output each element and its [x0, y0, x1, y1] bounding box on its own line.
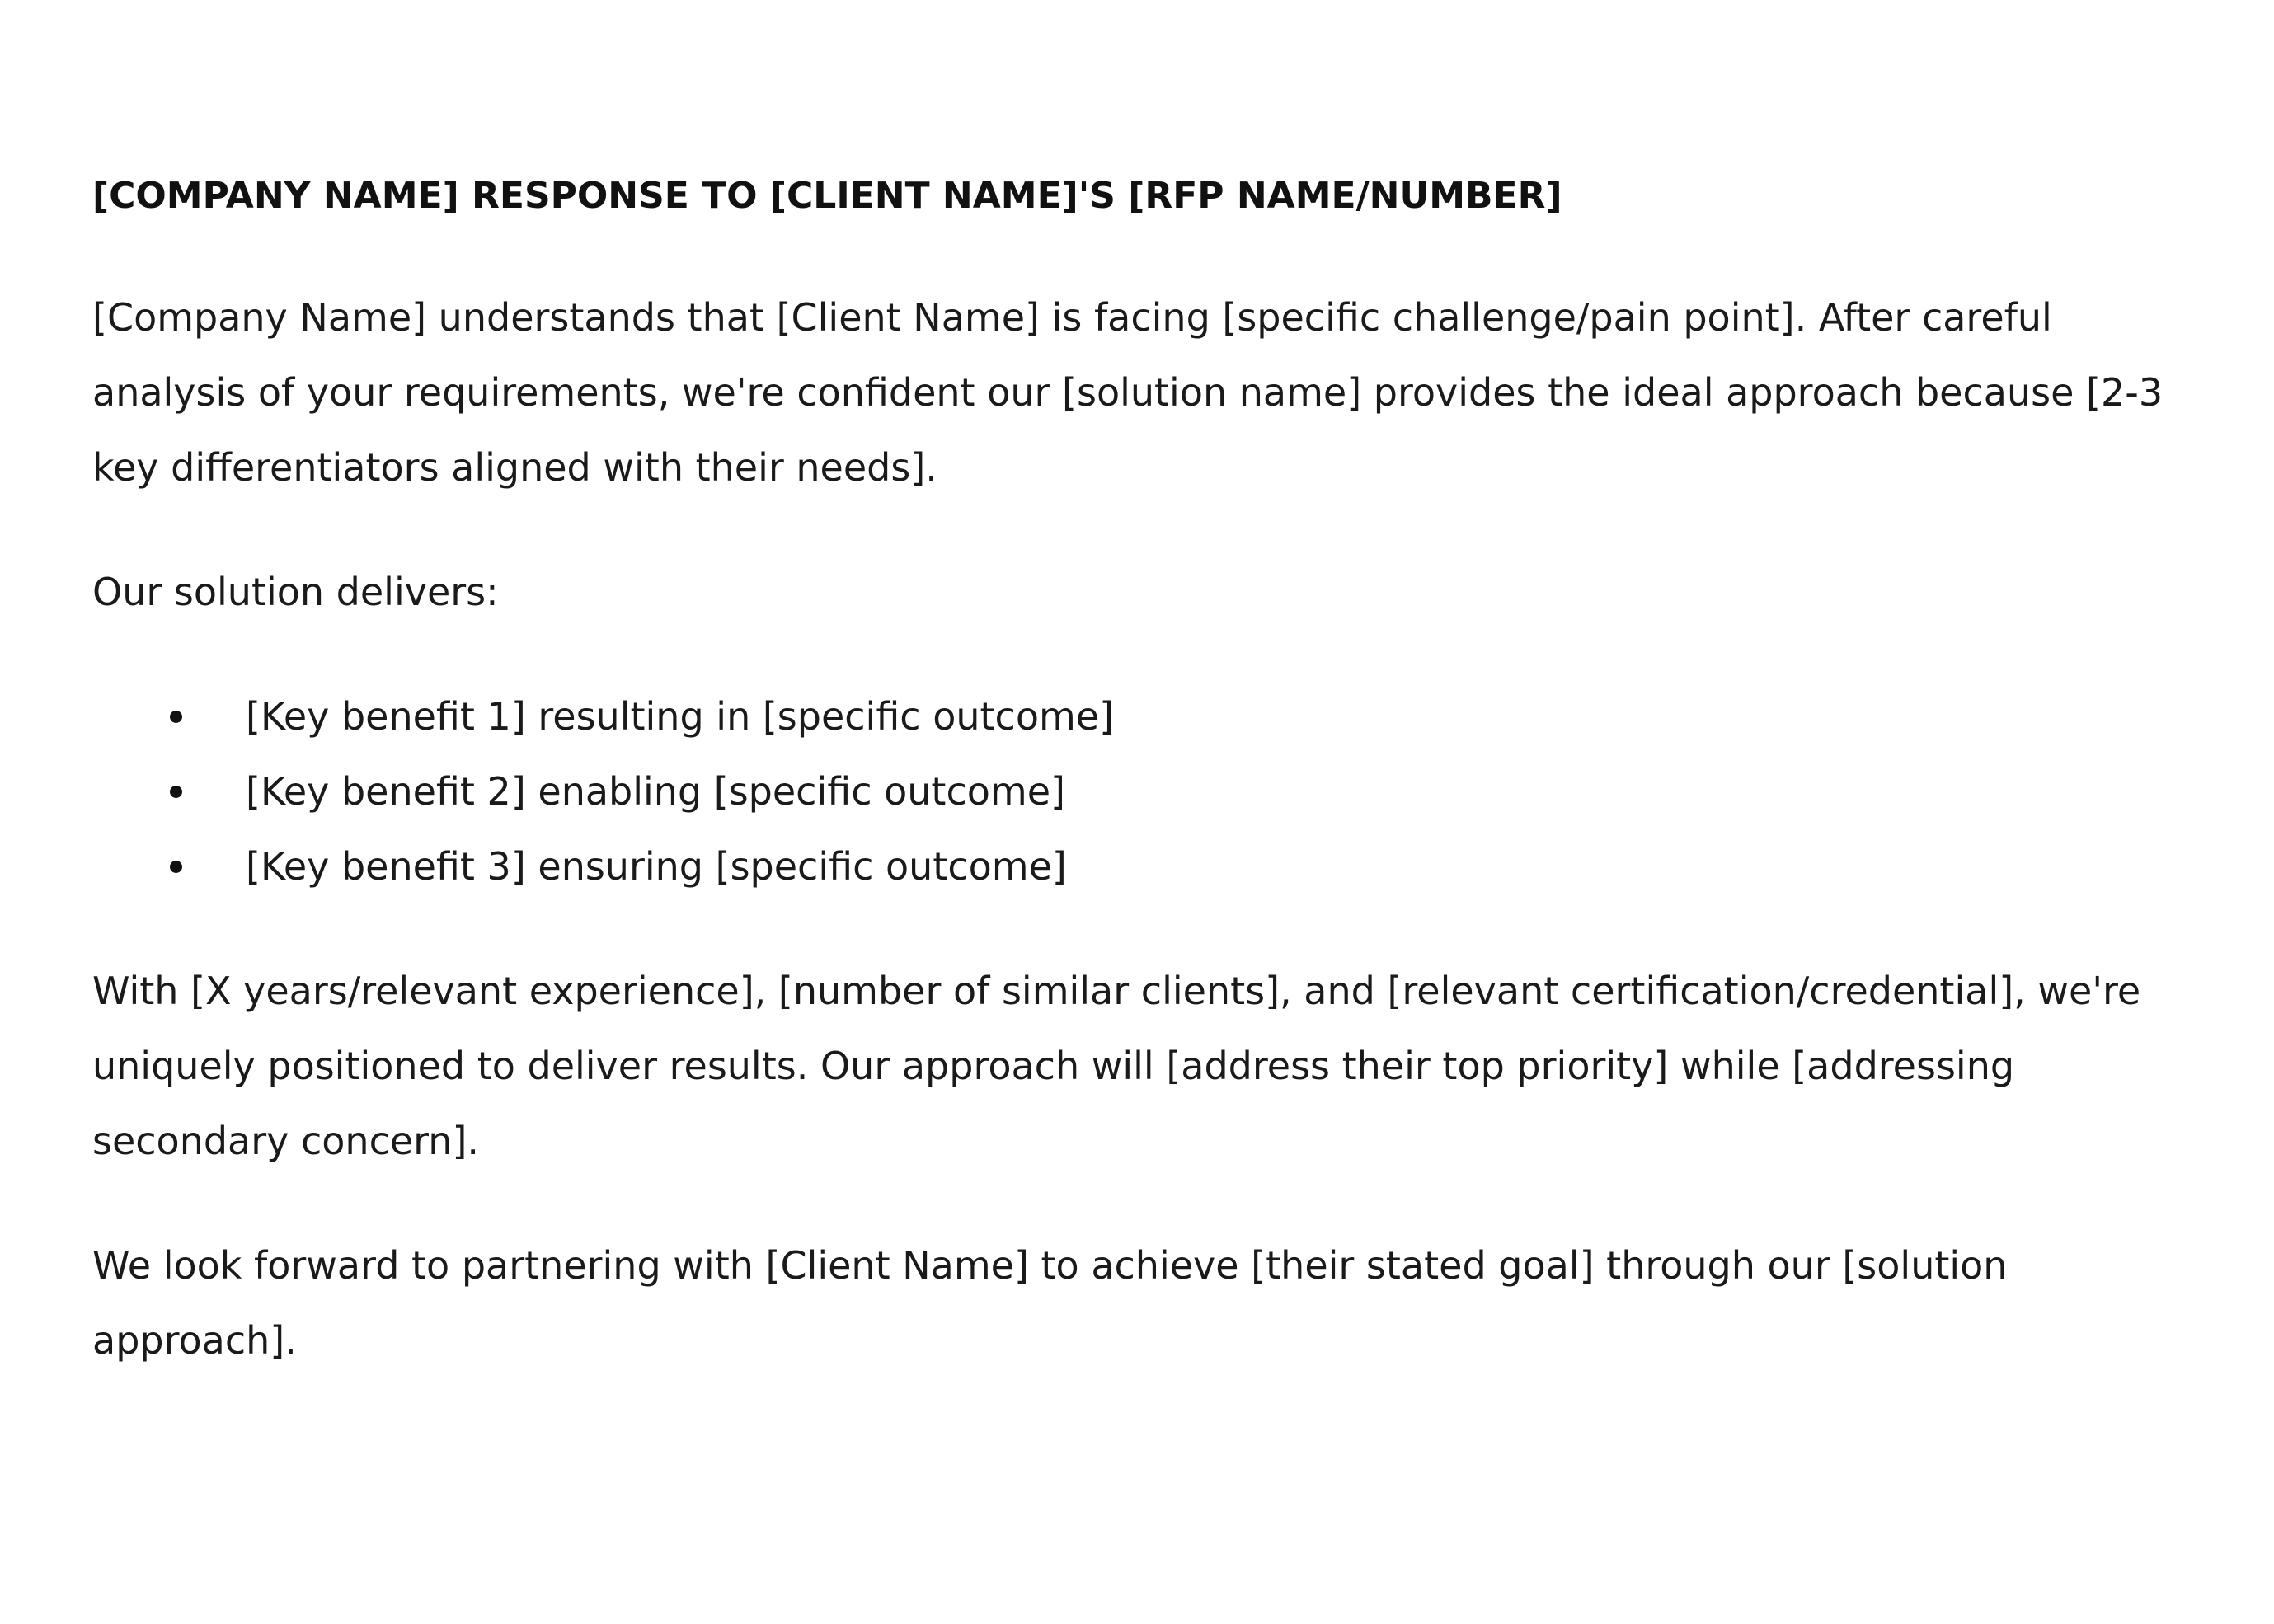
benefit-text: [Key benefit 3] ensuring [specific outcome]	[246, 844, 1067, 889]
benefit-text: [Key benefit 2] enabling [specific outcome]	[246, 769, 1065, 814]
closing-paragraph: We look forward to partnering with [Client Name] to achieve [their stated goal] through our [solution approach].	[92, 1243, 2008, 1363]
benefit-text: [Key benefit 1] resulting in [specific outcome]	[246, 694, 1115, 739]
document-page	[92, 170, 2203, 1378]
list-item	[92, 829, 2203, 904]
intro-paragraph: [Company Name] understands that [Client Name] is facing [specific challenge/pain point]. After careful analysis of your requirements, we're confident our [solution name] provides the ideal approach because [2-3 key differentiators aligned with their needs].	[92, 295, 2164, 490]
experience-paragraph: With [X years/relevant experience], [number of similar clients], and [relevant certification/credential], we're uniquely positioned to deliver results. Our approach will [address their top priority] while [addressing secondary concern].	[92, 969, 2141, 1163]
bullet-icon	[170, 786, 182, 798]
document-title: [COMPANY NAME] RESPONSE TO [CLIENT NAME]'S [RFP NAME/NUMBER]	[92, 175, 1562, 217]
benefit-list	[92, 679, 2203, 904]
bullet-icon	[170, 861, 182, 873]
list-item	[92, 754, 2203, 829]
delivers-label: Our solution delivers:	[92, 570, 499, 614]
list-item	[92, 679, 2203, 754]
bullet-icon	[170, 711, 182, 723]
